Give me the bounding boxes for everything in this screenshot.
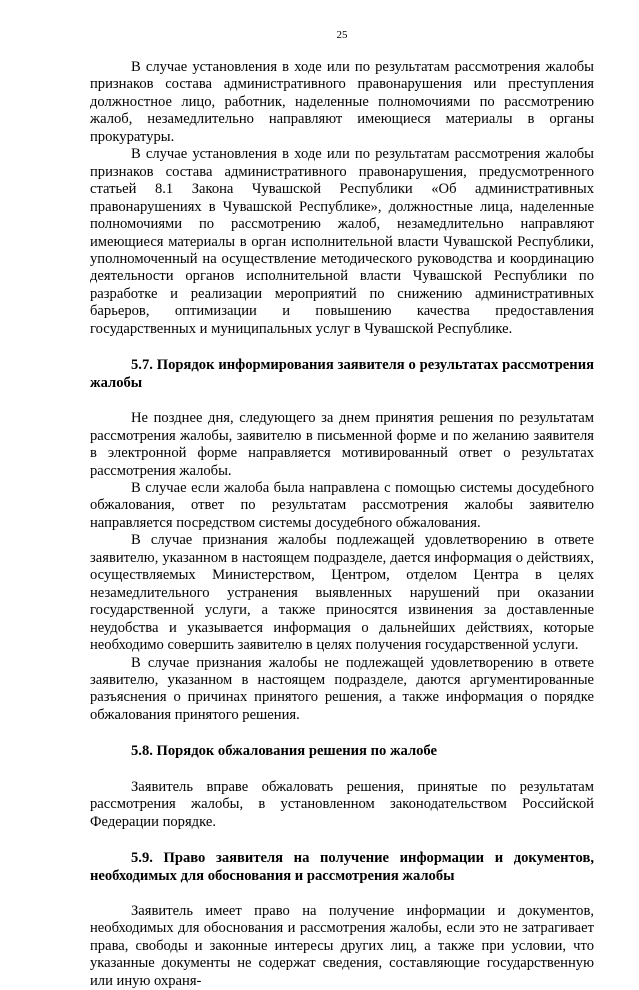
section-heading-5-7: 5.7. Порядок информирования заявителя о результатах рассмотрения жалобы: [90, 357, 594, 391]
paragraph-administrative-offense-referral: В случае установления в ходе или по результатам рассмотрения жалобы признаков состава административного правонарушения, предусмотренного статьей 8.1 Закона Чувашской Республики «Об административных правонарушениях в Чувашской Республике», должностные лица, наделенные полномочиями по рассмотрению жалоб, незамедлительно направляют имеющиеся материалы в орган исполнительной власти Чувашской Республики, уполномоченный на осуществление методического руководства и координацию деятельности органов исполнительной власти Чувашской Республики по разработке и реализации мероприятий по снижению административных барьеров, оптимизации и повышению качества предоставления государственных и муниципальных услуг в Чувашской Республике.: [90, 146, 594, 337]
paragraph-prosecutor-referral: В случае установления в ходе или по результатам рассмотрения жалобы признаков состава административного правонарушения или преступления должностное лицо, работник, наделенные полномочиями по рассмотрению жалоб, незамедлительно направляют имеющиеся материалы в органы прокуратуры.: [90, 59, 594, 145]
paragraph-appeal-right: Заявитель вправе обжаловать решения, принятые по результатам рассмотрения жалобы, в установленном законодательством Российской Федерации порядке.: [90, 778, 594, 830]
page-number: 25: [336, 29, 348, 41]
paragraph-pretrial-system-response: В случае если жалоба была направлена с помощью системы досудебного обжалования, ответ по результатам рассмотрения жалобы заявителю направляется посредством системы досудебного обжалования.: [90, 479, 594, 531]
section-heading-5-9: 5.9. Право заявителя на получение информации и документов, необходимых для обоснования и рассмотрения жалобы: [90, 850, 594, 884]
paragraph-information-right: Заявитель имеет право на получение информации и документов, необходимых для обоснования и рассмотрения жалобы, если это не затрагивает права, свободы и законные интересы других лиц, а также при условии, что указанные документы не содержат сведения, составляющие государственную или иную охраня-: [90, 903, 594, 989]
section-heading-5-8: 5.8. Порядок обжалования решения по жалобе: [131, 743, 438, 760]
paragraph-complaint-rejected: В случае признания жалобы не подлежащей удовлетворению в ответе заявителю, указанном в настоящем подразделе, даются аргументированные разъяснения о причинах принятого решения, а также информация о порядке обжалования принятого решения.: [90, 654, 594, 723]
paragraph-reasoned-response: Не позднее дня, следующего за днем принятия решения по результатам рассмотрения жалобы, заявителю в письменной форме и по желанию заявителя в электронной форме направляется мотивированный ответ о результатах рассмотрения жалобы.: [90, 410, 594, 479]
paragraph-complaint-satisfied: В случае признания жалобы подлежащей удовлетворению в ответе заявителю, указанном в настоящем подразделе, дается информация о действиях, осуществляемых Министерством, Центром, отделом Центра в целях незамедлительного устранения выявленных нарушений при оказании государственной услуги, а также приносятся извинения за доставленные неудобства и указывается информация о дальнейших действиях, которые необходимо совершить заявителю в целях получения государственной услуги.: [90, 532, 594, 654]
